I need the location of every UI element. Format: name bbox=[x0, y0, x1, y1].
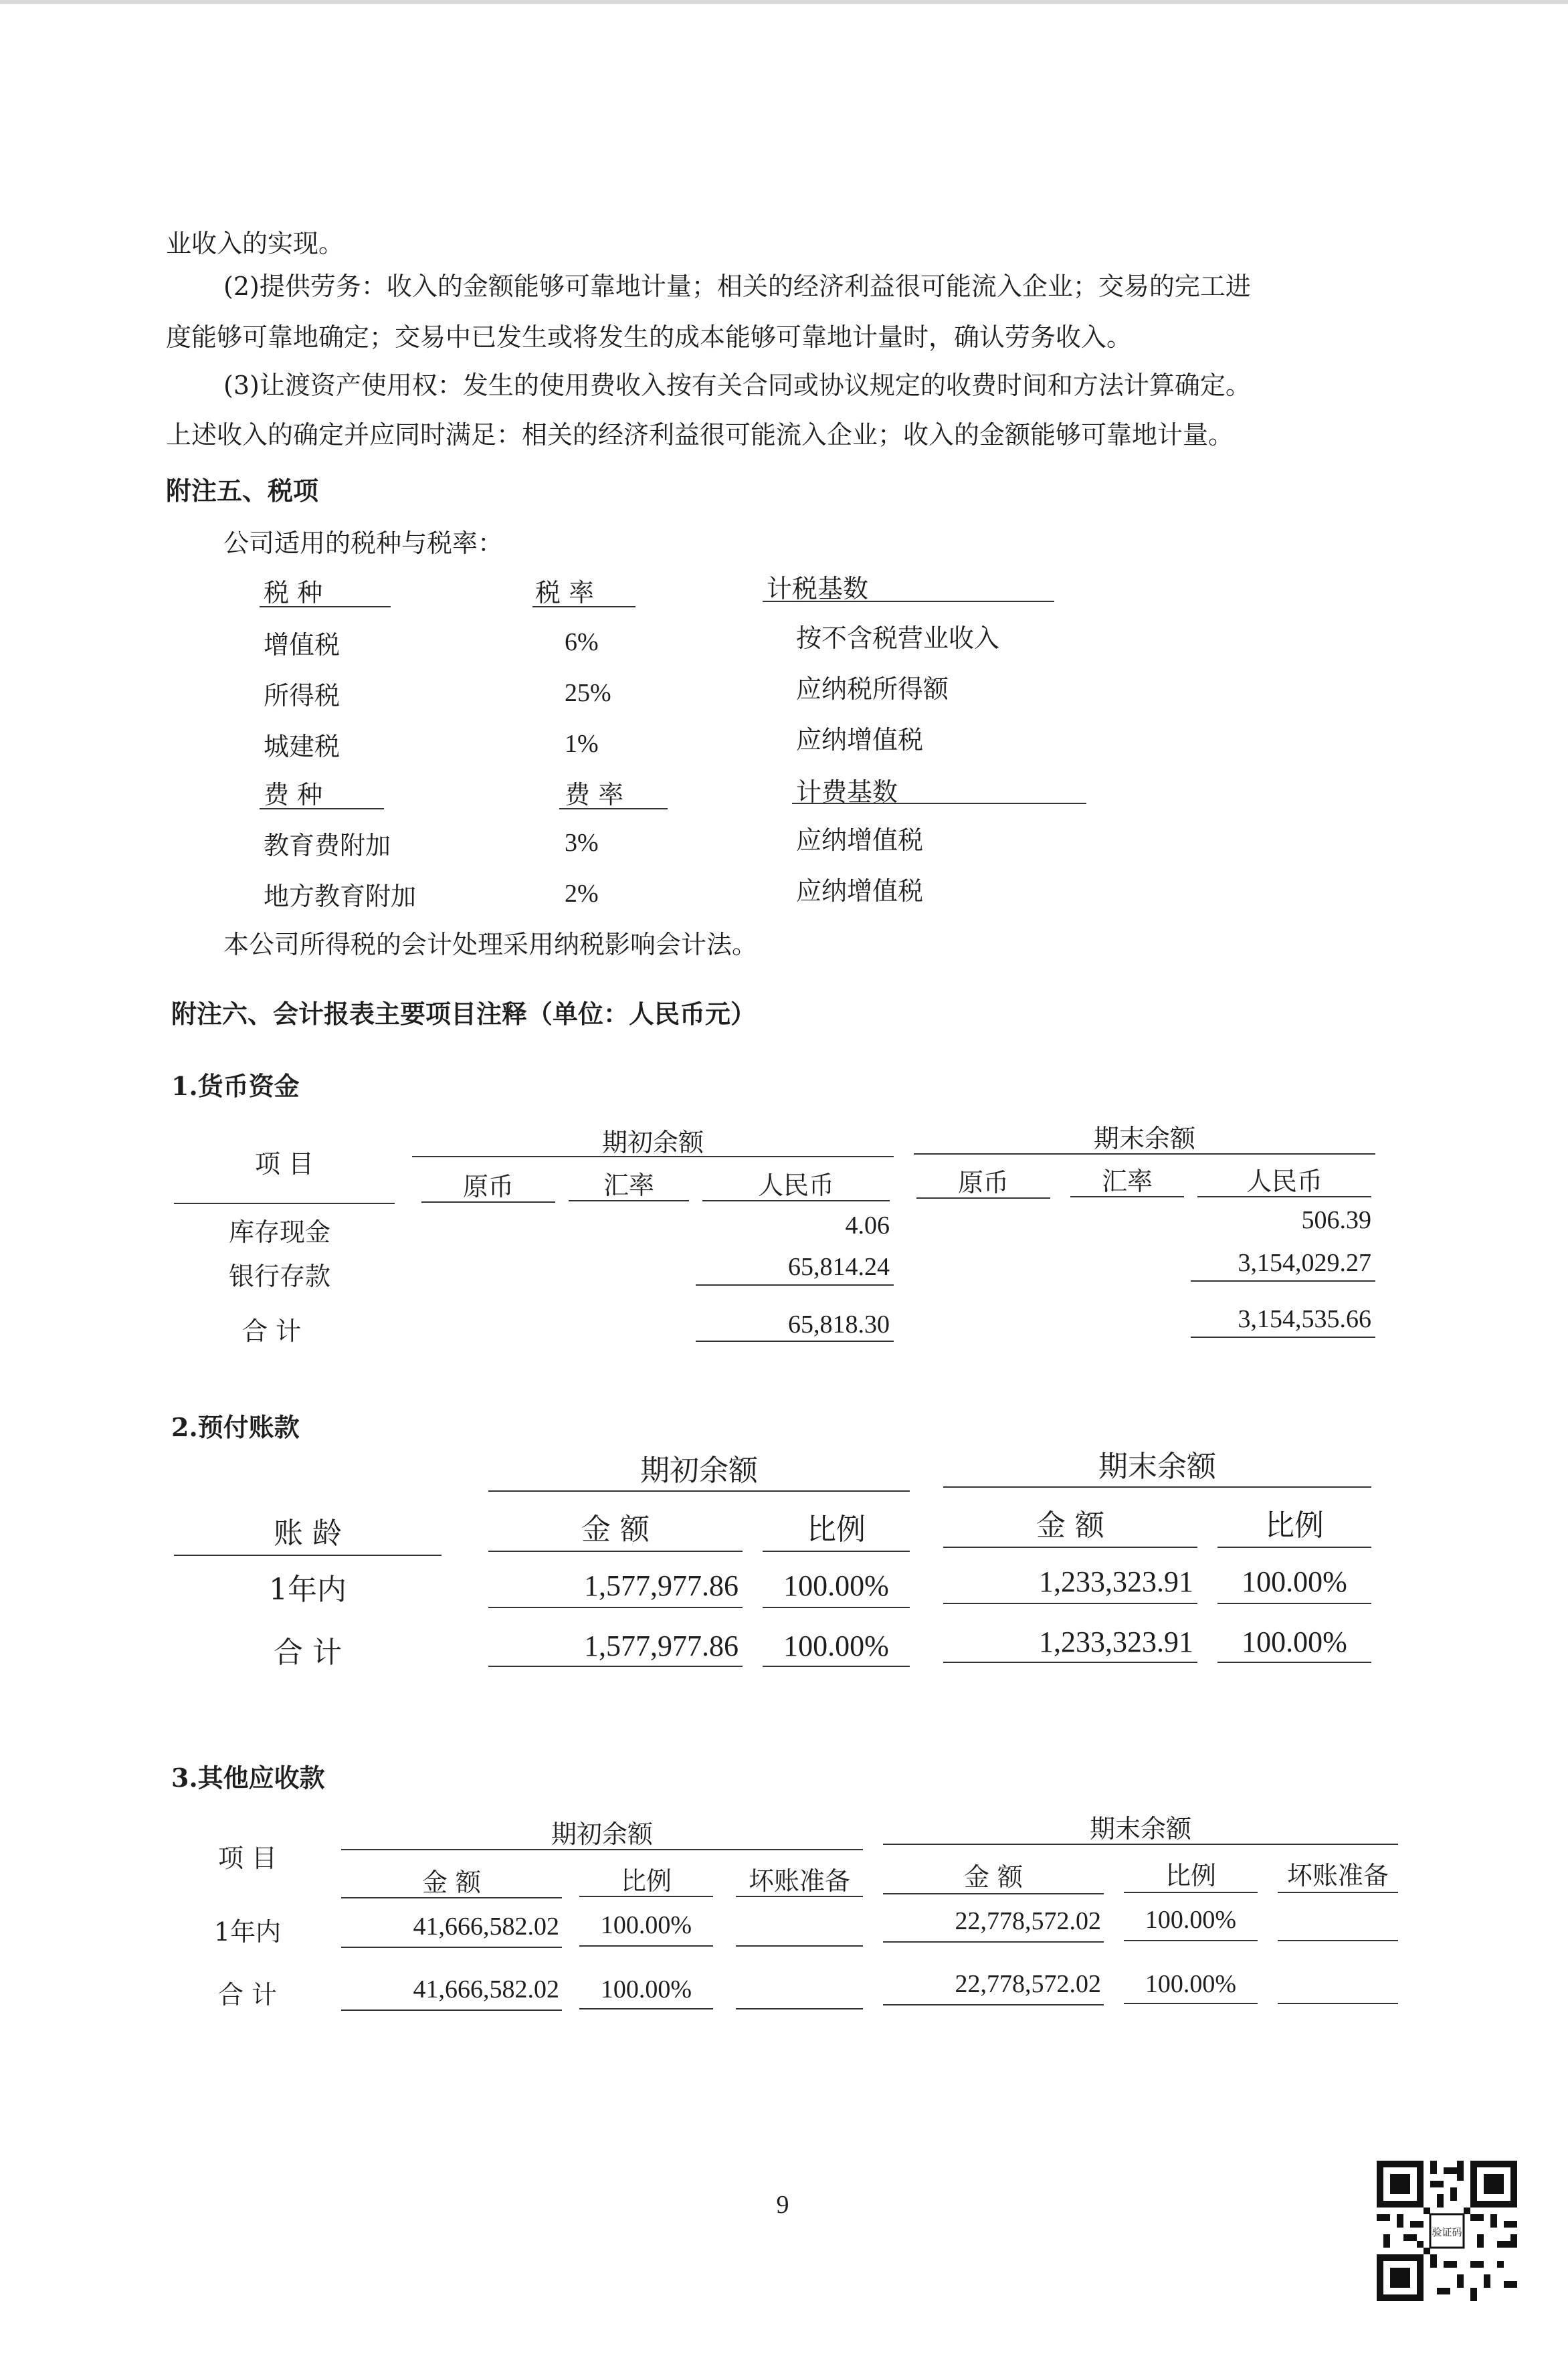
intro-line-1: 业收入的实现。 bbox=[166, 229, 345, 258]
prepaid-total-begin-amount: 1,577,977.86 bbox=[584, 1630, 739, 1662]
other-recv-row-1-end-ratio: 100.00% bbox=[1145, 1906, 1237, 1934]
qr-code-graphic bbox=[1377, 2161, 1517, 2301]
other-recv-total-underline-1 bbox=[341, 2009, 562, 2011]
cash-end-header: 期末余额 bbox=[1093, 1124, 1195, 1153]
tax-row-2-rate: 25% bbox=[565, 679, 611, 707]
prepaid-title: 2.预付账款 bbox=[171, 1412, 300, 1442]
cash-begin-sub-rate: 汇率 bbox=[603, 1171, 654, 1200]
prepaid-total-begin-ratio: 100.00% bbox=[783, 1630, 889, 1662]
fee-row-1-name: 教育费附加 bbox=[264, 831, 391, 860]
cash-item-header: 项 目 bbox=[254, 1149, 314, 1179]
tax-header-rate: 税 率 bbox=[535, 578, 595, 607]
cash-end-sub-underline-1 bbox=[916, 1197, 1050, 1199]
other-recv-total-label: 合 计 bbox=[217, 1980, 278, 2009]
intro-line-2: (2)提供劳务：收入的金额能够可靠地计量；相关的经济利益很可能流入企业；交易的完工进 bbox=[223, 272, 1251, 301]
other-recv-end-sub-amount: 金 额 bbox=[963, 1862, 1023, 1892]
other-recv-total-underline-2 bbox=[579, 2008, 713, 2009]
tax-row-3-name: 城建税 bbox=[264, 732, 340, 761]
other-recv-title: 3.其他应收款 bbox=[171, 1763, 325, 1793]
prepaid-begin-sub-underline-2 bbox=[763, 1551, 910, 1552]
page-top-edge bbox=[0, 0, 1568, 4]
notes6-heading: 附注六、会计报表主要项目注释（单位：人民币元） bbox=[171, 999, 757, 1029]
fee-header-underline-base bbox=[792, 803, 1086, 804]
intro-line-5: 上述收入的确定并应同时满足：相关的经济利益很可能流入企业；收入的金额能够可靠地计量。 bbox=[166, 420, 1234, 450]
prepaid-item-underline bbox=[174, 1555, 442, 1556]
fee-header-underline-name bbox=[260, 808, 384, 809]
cash-end-sub-underline-3 bbox=[1197, 1196, 1371, 1197]
tax-heading: 附注五、税项 bbox=[166, 476, 319, 506]
prepaid-row-1-underline-3 bbox=[943, 1603, 1197, 1604]
cash-row-2-label: 银行存款 bbox=[229, 1262, 331, 1291]
fee-row-2-name: 地方教育附加 bbox=[264, 882, 417, 911]
cash-end-header-underline bbox=[914, 1153, 1375, 1155]
prepaid-row-1-end-amount: 1,233,323.91 bbox=[1039, 1565, 1193, 1598]
other-recv-row-1-begin-amount: 41,666,582.02 bbox=[413, 1912, 559, 1941]
prepaid-begin-header: 期初余额 bbox=[640, 1454, 758, 1488]
other-recv-sub-underline-6 bbox=[1278, 1892, 1398, 1893]
fee-row-2-base: 应纳增值税 bbox=[796, 876, 924, 906]
cash-total-label: 合 计 bbox=[242, 1316, 302, 1346]
cash-total-begin-underline bbox=[696, 1341, 894, 1342]
prepaid-row-1-begin-ratio: 100.00% bbox=[783, 1569, 889, 1602]
tax-header-name: 税 种 bbox=[264, 578, 323, 607]
other-recv-sub-underline-2 bbox=[579, 1896, 713, 1897]
other-recv-begin-header-underline bbox=[341, 1849, 863, 1850]
cash-item-underline bbox=[174, 1203, 395, 1204]
prepaid-row-1-begin-amount: 1,577,977.86 bbox=[584, 1569, 739, 1602]
other-recv-sub-underline-3 bbox=[736, 1896, 863, 1897]
tax-header-underline-base bbox=[763, 601, 1054, 602]
tax-row-1-base: 按不含税营业收入 bbox=[796, 623, 1000, 653]
tax-row-3-base: 应纳增值税 bbox=[796, 725, 924, 755]
prepaid-begin-header-underline bbox=[488, 1490, 910, 1492]
prepaid-end-header: 期末余额 bbox=[1098, 1450, 1216, 1484]
prepaid-total-end-ratio: 100.00% bbox=[1242, 1626, 1347, 1658]
prepaid-total-end-amount: 1,233,323.91 bbox=[1039, 1626, 1193, 1658]
cash-begin-sub-rmb: 人民币 bbox=[757, 1171, 834, 1200]
prepaid-begin-sub-amount: 金 额 bbox=[581, 1512, 650, 1547]
cash-end-sub-currency: 原币 bbox=[957, 1168, 1009, 1197]
cash-row-1-end: 506.39 bbox=[1301, 1206, 1371, 1234]
prepaid-end-sub-underline-2 bbox=[1217, 1547, 1371, 1548]
other-recv-begin-sub-amount: 金 额 bbox=[421, 1868, 482, 1897]
prepaid-end-header-underline bbox=[943, 1486, 1371, 1488]
tax-row-1-rate: 6% bbox=[565, 628, 599, 656]
prepaid-total-underline-3 bbox=[943, 1662, 1197, 1663]
fee-header-base: 计费基数 bbox=[796, 777, 898, 807]
other-recv-row-1-underline-3 bbox=[736, 1945, 863, 1947]
prepaid-end-sub-underline-1 bbox=[943, 1547, 1197, 1548]
prepaid-begin-sub-underline-1 bbox=[488, 1551, 743, 1552]
qr-code-caption: 验证码 bbox=[1432, 2226, 1462, 2238]
other-recv-total-underline-4 bbox=[883, 2004, 1104, 2005]
other-recv-row-1-begin-ratio: 100.00% bbox=[600, 1911, 692, 1939]
cash-begin-sub-currency: 原币 bbox=[462, 1172, 514, 1201]
fee-header-name: 费 种 bbox=[264, 780, 323, 809]
tax-header-base: 计税基数 bbox=[767, 574, 869, 603]
other-recv-row-1-underline-5 bbox=[1124, 1940, 1258, 1941]
other-recv-row-1-underline-6 bbox=[1278, 1940, 1398, 1941]
other-recv-begin-header: 期初余额 bbox=[551, 1820, 653, 1849]
cash-end-sub-rmb: 人民币 bbox=[1246, 1167, 1322, 1196]
prepaid-end-sub-amount: 金 额 bbox=[1036, 1508, 1104, 1543]
prepaid-total-underline-1 bbox=[488, 1666, 743, 1667]
other-recv-end-header: 期末余额 bbox=[1089, 1814, 1191, 1844]
cash-row-2-end: 3,154,029.27 bbox=[1238, 1249, 1371, 1277]
other-recv-end-header-underline bbox=[883, 1844, 1398, 1845]
cash-row-2-begin-underline bbox=[696, 1284, 894, 1286]
tax-row-3-rate: 1% bbox=[565, 730, 599, 758]
other-recv-begin-sub-ratio: 比例 bbox=[620, 1866, 672, 1896]
prepaid-end-sub-ratio: 比例 bbox=[1265, 1508, 1324, 1543]
other-recv-row-1-end-amount: 22,778,572.02 bbox=[955, 1907, 1101, 1935]
prepaid-row-1-end-ratio: 100.00% bbox=[1242, 1565, 1347, 1598]
other-recv-begin-sub-baddebt: 坏账准备 bbox=[748, 1866, 850, 1896]
prepaid-row-1-label: 1年内 bbox=[269, 1573, 347, 1607]
cash-total-end-underline bbox=[1191, 1337, 1375, 1338]
other-recv-total-underline-5 bbox=[1124, 2003, 1258, 2004]
page-number: 9 bbox=[776, 2191, 789, 2219]
cash-title: 1.货币资金 bbox=[171, 1071, 300, 1101]
cash-total-end: 3,154,535.66 bbox=[1238, 1305, 1371, 1333]
cash-row-1-label: 库存现金 bbox=[229, 1217, 331, 1247]
other-recv-end-sub-baddebt: 坏账准备 bbox=[1286, 1861, 1389, 1890]
other-recv-sub-underline-5 bbox=[1124, 1892, 1258, 1893]
other-recv-row-1-underline-1 bbox=[341, 1947, 562, 1948]
other-recv-total-underline-6 bbox=[1278, 2003, 1398, 2004]
other-recv-row-1-label: 1年内 bbox=[213, 1917, 282, 1947]
cash-end-sub-underline-2 bbox=[1070, 1196, 1184, 1197]
tax-header-underline-name bbox=[260, 606, 391, 607]
prepaid-total-underline-2 bbox=[763, 1666, 910, 1667]
other-recv-total-end-ratio: 100.00% bbox=[1145, 1970, 1237, 1998]
other-recv-total-underline-3 bbox=[736, 2008, 863, 2009]
cash-begin-sub-underline-3 bbox=[702, 1200, 890, 1201]
other-recv-sub-underline-4 bbox=[883, 1893, 1104, 1894]
cash-row-2-end-underline bbox=[1191, 1280, 1375, 1282]
cash-row-2-begin: 65,814.24 bbox=[788, 1253, 890, 1281]
fee-row-2-rate: 2% bbox=[565, 880, 599, 908]
fee-header-underline-rate bbox=[559, 808, 668, 809]
tax-intro: 公司适用的税种与税率： bbox=[223, 528, 504, 558]
tax-row-1-name: 增值税 bbox=[264, 630, 340, 660]
cash-begin-sub-underline-2 bbox=[569, 1200, 689, 1201]
other-recv-row-1-underline-2 bbox=[579, 1945, 713, 1947]
prepaid-item-header: 账 龄 bbox=[274, 1516, 342, 1551]
prepaid-begin-sub-ratio: 比例 bbox=[807, 1512, 866, 1547]
fee-header-rate: 费 率 bbox=[565, 780, 624, 809]
other-recv-total-end-amount: 22,778,572.02 bbox=[955, 1970, 1101, 1998]
tax-header-underline-rate bbox=[532, 606, 635, 607]
other-recv-total-begin-ratio: 100.00% bbox=[600, 1975, 692, 2003]
cash-total-begin: 65,818.30 bbox=[788, 1310, 890, 1339]
fee-row-1-rate: 3% bbox=[565, 829, 599, 857]
other-recv-item-header: 项 目 bbox=[217, 1844, 278, 1873]
tax-note: 本公司所得税的会计处理采用纳税影响会计法。 bbox=[223, 930, 758, 959]
prepaid-total-underline-4 bbox=[1217, 1662, 1371, 1663]
cash-row-1-begin: 4.06 bbox=[845, 1211, 890, 1240]
intro-line-3: 度能够可靠地确定；交易中已发生或将发生的成本能够可靠地计量时，确认劳务收入。 bbox=[166, 322, 1133, 352]
fee-row-1-base: 应纳增值税 bbox=[796, 825, 924, 855]
prepaid-row-1-underline-2 bbox=[763, 1607, 910, 1608]
prepaid-total-label: 合 计 bbox=[274, 1636, 342, 1670]
other-recv-end-sub-ratio: 比例 bbox=[1165, 1861, 1216, 1890]
other-recv-row-1-underline-4 bbox=[883, 1941, 1104, 1943]
cash-begin-sub-underline-1 bbox=[421, 1201, 555, 1203]
prepaid-row-1-underline-1 bbox=[488, 1607, 743, 1608]
cash-begin-header-underline bbox=[412, 1156, 894, 1157]
qr-code-icon bbox=[1377, 2161, 1517, 2301]
intro-line-4: (3)让渡资产使用权：发生的使用费收入按有关合同或协议规定的收费时间和方法计算确定。 bbox=[223, 371, 1251, 400]
cash-begin-header: 期初余额 bbox=[601, 1128, 704, 1157]
other-recv-total-begin-amount: 41,666,582.02 bbox=[413, 1975, 559, 2003]
prepaid-row-1-underline-4 bbox=[1217, 1603, 1371, 1604]
tax-row-2-name: 所得税 bbox=[264, 681, 340, 710]
other-recv-sub-underline-1 bbox=[341, 1897, 562, 1898]
tax-row-2-base: 应纳税所得额 bbox=[796, 674, 949, 704]
cash-end-sub-rate: 汇率 bbox=[1101, 1167, 1153, 1196]
